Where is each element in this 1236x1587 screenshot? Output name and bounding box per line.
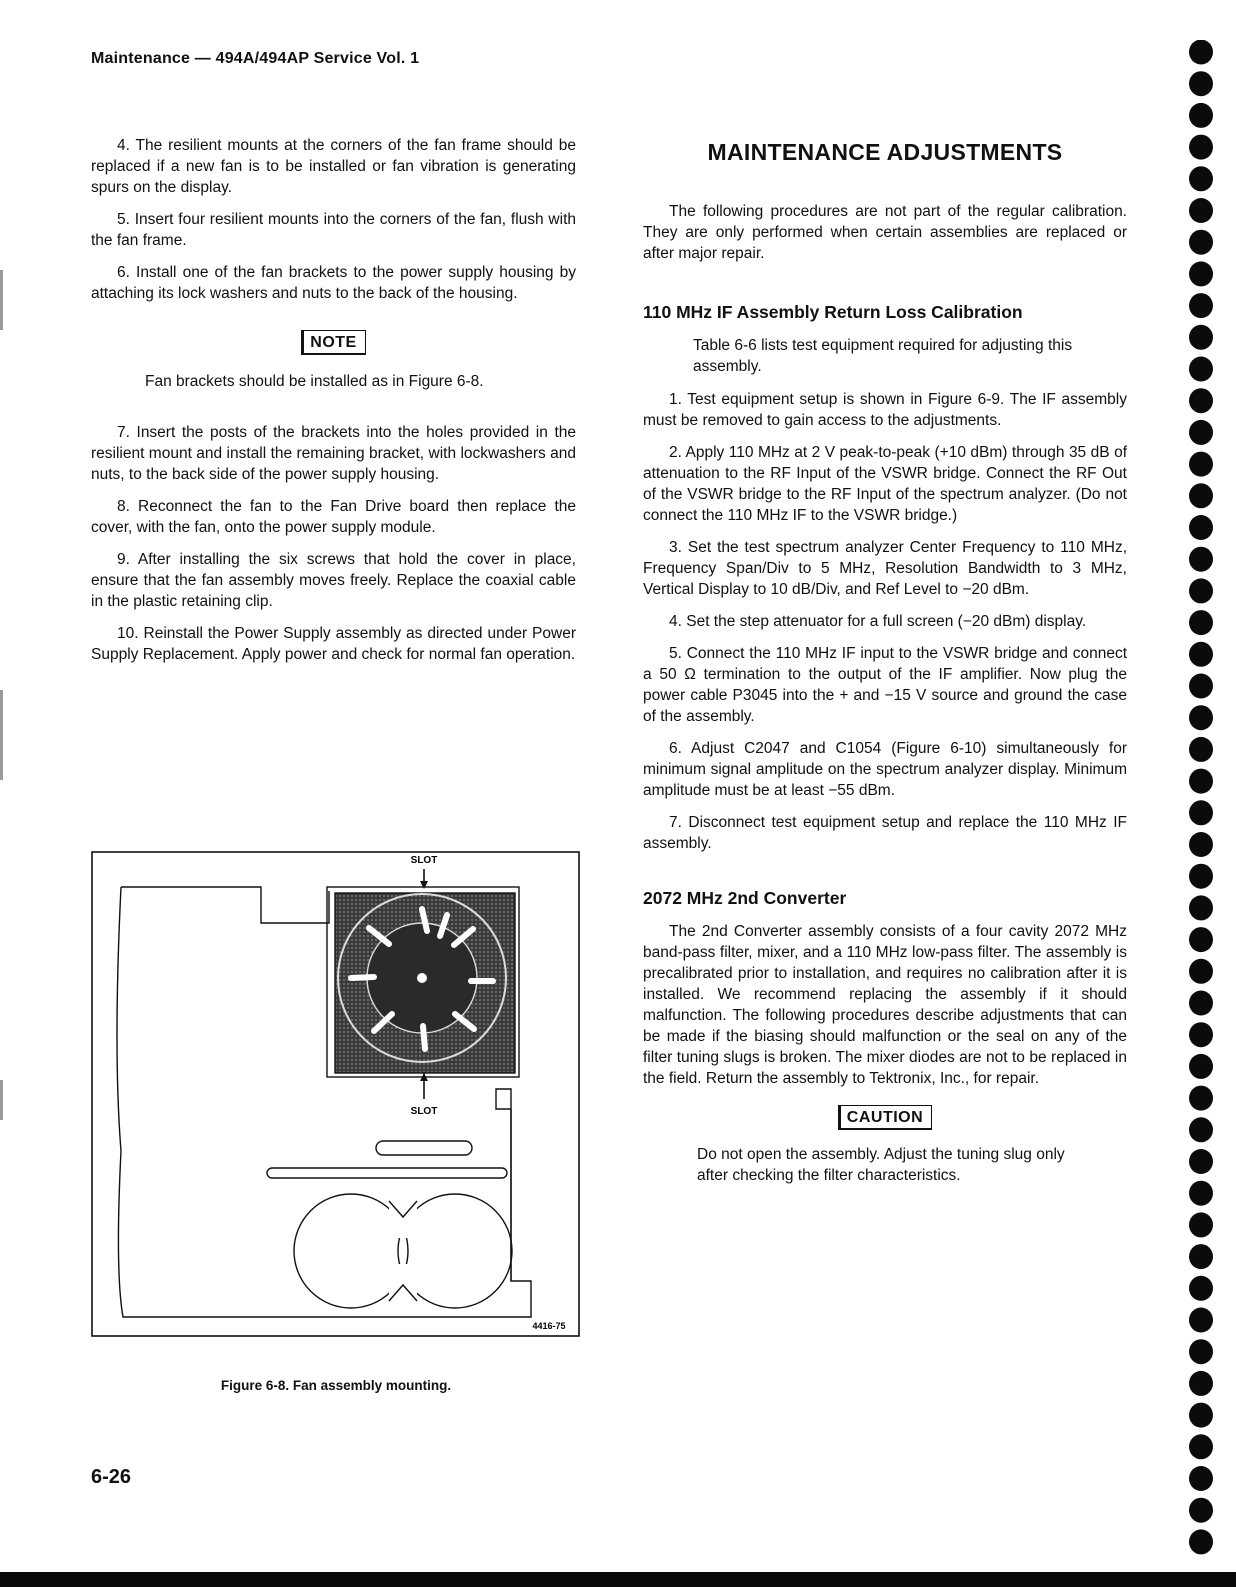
binder-hole — [1189, 103, 1213, 128]
binder-hole — [1189, 895, 1213, 920]
if-step-5: 5. Connect the 110 MHz IF input to the VSWR bridge and connect a 50 Ω termination to the output of the IF amplifier. Now plug the power cable P3045 into the + and −15 V source and ground the case of the assembly. — [643, 645, 1127, 725]
binder-hole — [1189, 1403, 1213, 1428]
binder-hole — [1189, 325, 1213, 350]
binder-hole — [1189, 515, 1213, 540]
binder-hole — [1189, 959, 1213, 984]
if-step-2: 2. Apply 110 MHz at 2 V peak-to-peak (+10 dBm) through 35 dB of attenuation to the RF Input of the VSWR bridge. Connect the RF Out of the VSWR bridge to the RF Input of the spectrum analyzer. (Do not connect the 110 MHz IF to the VSWR bridge.) — [643, 444, 1127, 524]
binder-hole — [1189, 483, 1213, 508]
page-number: 6-26 — [91, 1466, 132, 1488]
scan-edge-mark — [0, 270, 3, 330]
binder-hole — [1189, 1371, 1213, 1396]
note-text: Fan brackets should be installed as in Figure 6-8. — [145, 373, 484, 390]
binder-hole — [1189, 705, 1213, 730]
binder-hole — [1189, 1149, 1213, 1174]
slot-opening-2 — [267, 1168, 507, 1178]
binder-hole — [1189, 1181, 1213, 1206]
binder-hole — [1189, 674, 1213, 699]
step-9: 9. After installing the six screws that hold the cover in place, ensure that the fan assembly moves freely. Replace the coaxial cable in the plastic retaining clip. — [91, 551, 576, 610]
note-heading — [91, 330, 576, 355]
binder-holes — [1187, 40, 1215, 1560]
slot-top-label: SLOT — [410, 855, 438, 866]
if-step-7: 7. Disconnect test equipment setup and replace the 110 MHz IF assembly. — [643, 814, 1127, 852]
binder-hole — [1189, 1339, 1213, 1364]
if-step-1: 1. Test equipment setup is shown in Figure 6-9. The IF assembly must be removed to gain access to the adjustments. — [643, 391, 1127, 429]
binder-hole — [1189, 991, 1213, 1016]
binder-hole — [1189, 1308, 1213, 1333]
binder-hole — [1189, 1498, 1213, 1523]
left-column — [91, 135, 576, 676]
binder-hole — [1189, 547, 1213, 572]
binder-hole — [1189, 610, 1213, 635]
binder-hole — [1189, 1022, 1213, 1047]
binder-hole — [1189, 578, 1213, 603]
binder-hole — [1189, 166, 1213, 191]
binder-hole — [1189, 800, 1213, 825]
step-6: 6. Install one of the fan brackets to the power supply housing by attaching its lock washers and nuts to the back of the housing. — [91, 264, 576, 302]
caution-heading — [643, 1105, 1127, 1130]
if-step-6: 6. Adjust C2047 and C1054 (Figure 6-10) simultaneously for minimum signal amplitude on the spectrum analyzer display. Minimum amplitude must be at least −55 dBm. — [643, 740, 1127, 799]
binder-hole — [1189, 1086, 1213, 1111]
slot-opening-1 — [376, 1141, 472, 1155]
fan-assembly-figure — [91, 851, 581, 1353]
binder-hole — [1189, 388, 1213, 413]
section1-lead: Table 6-6 lists test equipment required for adjusting this assembly. — [693, 337, 1073, 375]
binder-hole — [1189, 420, 1213, 445]
step-4: 4. The resilient mounts at the corners of the fan frame should be replaced if a new fan is to be installed or fan vibration is generating spurs on the display. — [91, 137, 576, 196]
binder-hole — [1189, 452, 1213, 477]
if-step-4: 4. Set the step attenuator for a full screen (−20 dBm) display. — [669, 613, 1087, 630]
fan-center — [417, 973, 427, 983]
section-title: MAINTENANCE ADJUSTMENTS — [707, 139, 1063, 165]
binder-hole — [1189, 293, 1213, 318]
binder-hole — [1189, 769, 1213, 794]
binder-hole — [1189, 230, 1213, 255]
right-column — [643, 140, 1127, 1186]
step-5: 5. Insert four resilient mounts into the corners of the fan, flush with the fan frame. — [91, 211, 576, 249]
binder-hole — [1189, 135, 1213, 160]
binder-hole — [1189, 1244, 1213, 1269]
fan-diagram — [91, 851, 581, 1353]
binder-hole — [1189, 832, 1213, 857]
slot-bottom-label: SLOT — [410, 1106, 438, 1117]
binder-hole — [1189, 1212, 1213, 1237]
binder-hole — [1189, 927, 1213, 952]
binder-hole — [1189, 1054, 1213, 1079]
section-heading-if-assembly: 110 MHz IF Assembly Return Loss Calibration — [643, 302, 1023, 322]
binder-hole — [1189, 40, 1213, 65]
binder-hole — [1189, 198, 1213, 223]
if-step-3: 3. Set the test spectrum analyzer Center Frequency to 110 MHz, Frequency Span/Div to 5 MHz, Resolution Bandwidth to 3 MHz, Vertical Display to 10 dB/Div, and Ref Level to −20 dBm. — [643, 539, 1127, 598]
running-header: Maintenance — 494A/494AP Service Vol. 1 — [91, 50, 420, 67]
binder-hole — [1189, 1276, 1213, 1301]
binder-hole — [1189, 1434, 1213, 1459]
step-10: 10. Reinstall the Power Supply assembly as directed under Power Supply Replacement. Apply power and check for normal fan operation. — [91, 625, 576, 663]
binder-hole — [1189, 1117, 1213, 1142]
binder-hole — [1189, 737, 1213, 762]
step-7: 7. Insert the posts of the brackets into the holes provided in the resilient mount and install the remaining bracket, with lockwashers and nuts, to the back side of the power supply housing. — [91, 424, 576, 483]
figure-id: 4416-75 — [532, 1321, 566, 1331]
binder-hole — [1189, 261, 1213, 286]
section-heading-2nd-converter: 2072 MHz 2nd Converter — [643, 888, 847, 908]
binder-hole — [1189, 71, 1213, 96]
binder-hole — [1189, 1466, 1213, 1491]
scan-edge-mark — [0, 1080, 3, 1120]
scan-bottom-edge — [0, 1572, 1236, 1587]
intro-paragraph: The following procedures are not part of the regular calibration. They are only performed when certain assemblies are replaced or after major repair. — [643, 203, 1127, 262]
figure-caption: Figure 6-8. Fan assembly mounting. — [220, 1378, 452, 1393]
binder-hole — [1189, 1529, 1213, 1554]
caution-label: CAUTION — [838, 1105, 932, 1130]
binder-hole — [1189, 864, 1213, 889]
step-8: 8. Reconnect the fan to the Fan Drive board then replace the cover, with the fan, onto the power supply module. — [91, 498, 576, 536]
binder-hole — [1189, 642, 1213, 667]
caution-text: Do not open the assembly. Adjust the tuning slug only after checking the filter characteristics. — [697, 1146, 1065, 1184]
note-label: NOTE — [301, 330, 365, 355]
converter-body: The 2nd Converter assembly consists of a four cavity 2072 MHz band-pass filter, mixer, and a 110 MHz low-pass filter. The assembly is precalibrated prior to installation, and requires no calibration after it is installed. We recommend replacing the assembly if it should malfunction. The following procedures describe adjustments that can be made if the biasing should malfunction or the seal on any of the filter tuning slugs is broken. The mixer diodes are not to be replaced in the field. Return the assembly to Tektronix, Inc., for repair. — [643, 923, 1127, 1087]
binder-hole — [1189, 357, 1213, 382]
scan-edge-mark — [0, 690, 3, 780]
